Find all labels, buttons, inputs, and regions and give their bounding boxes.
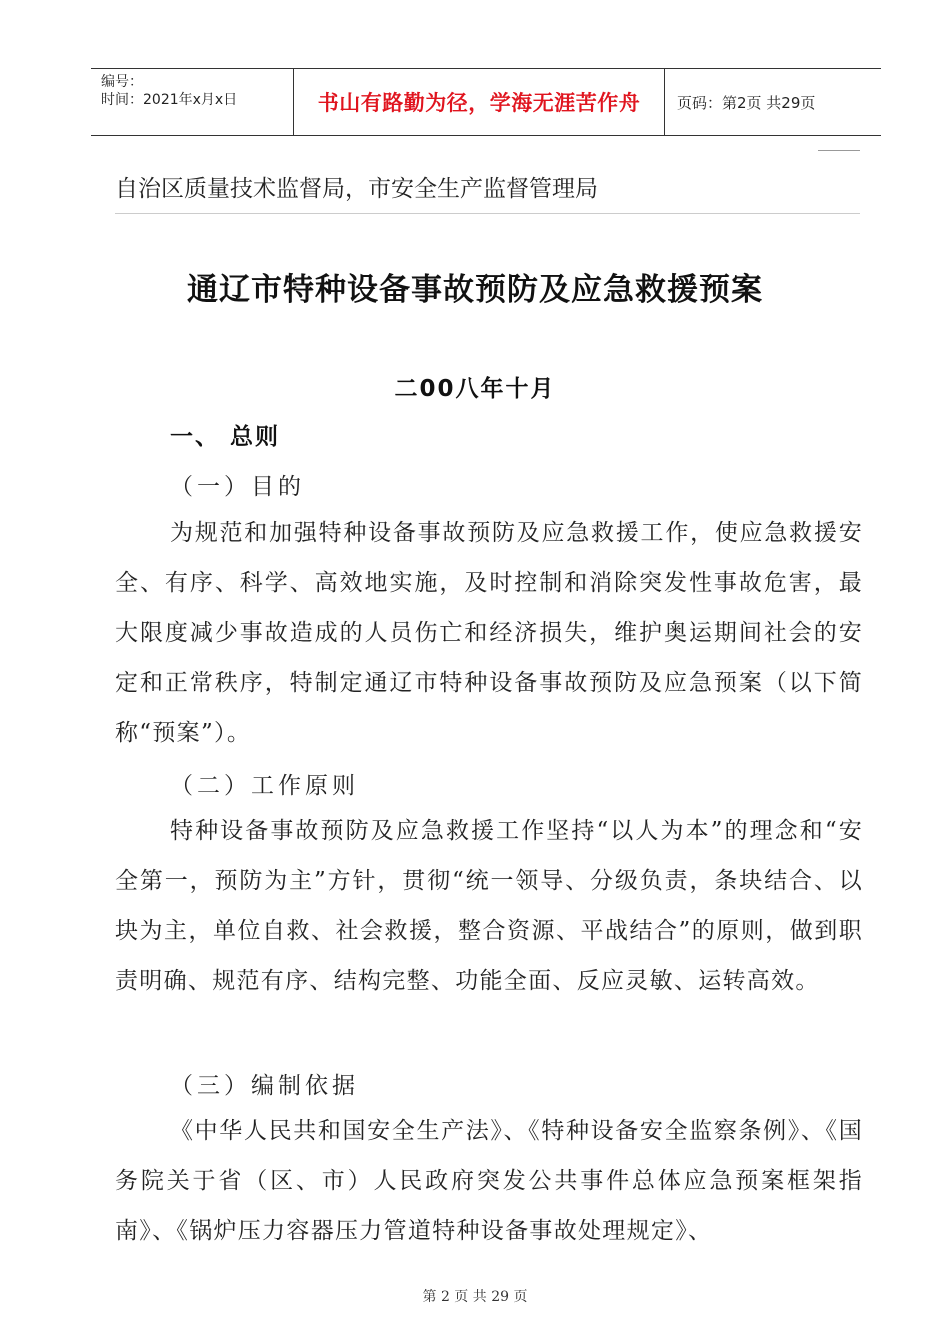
document-date: 二00八年十月	[394, 376, 556, 402]
section-heading-general: 一、 总则	[170, 424, 281, 450]
short-divider	[818, 150, 860, 151]
paragraph-basis: 《中华人民共和国安全生产法》、《特种设备安全监察条例》、《国务院关于省（区、市）人民政府突发公共事件总体应急预案框架指南》、《锅炉压力容器压力管道特种设备事故处理规定》、	[115, 1118, 863, 1244]
header-meta	[91, 69, 293, 135]
paragraph-principles: 特种设备事故预防及应急救援工作坚持“以人为本”的理念和“安全第一，预防为主”方针，贯彻“统一领导、分级负责，条块结合、以块为主，单位自救、社会救援，整合资源、平战结合”的原则，做到职责明确、规范有序、结构完整、功能全面、反应灵敏、运转高效。	[115, 818, 863, 994]
header-motto-cell	[293, 69, 665, 135]
org-line: 自治区质量技术监督局，市安全生产监督管理局	[115, 176, 598, 202]
header-table	[91, 68, 881, 136]
time-label: 时间：2021年x月x日	[101, 92, 238, 108]
paragraph-purpose: 为规范和加强特种设备事故预防及应急救援工作，使应急救援安全、有序、科学、高效地实施，及时控制和消除突发性事故危害，最大限度减少事故造成的人员伤亡和经济损失，维护奥运期间社会的安定和正常秩序，特制定通辽市特种设备事故预防及应急预案（以下简称“预案”）。	[115, 520, 863, 746]
subheading-basis: （三）编制依据	[170, 1073, 359, 1099]
motto: 书山有路勤为径，学海无涯苦作舟	[317, 91, 641, 115]
subheading-purpose: （一）目的	[170, 474, 305, 500]
number-label: 编号：	[101, 74, 143, 90]
document-title: 通辽市特种设备事故预防及应急救援预案	[187, 272, 763, 308]
org-divider	[115, 213, 860, 214]
page-footer: 第 2 页 共 29 页	[422, 1289, 528, 1305]
subheading-principles: （二）工作原则	[170, 773, 359, 799]
header-page-info: 页码：第2页 共29页	[677, 93, 816, 112]
